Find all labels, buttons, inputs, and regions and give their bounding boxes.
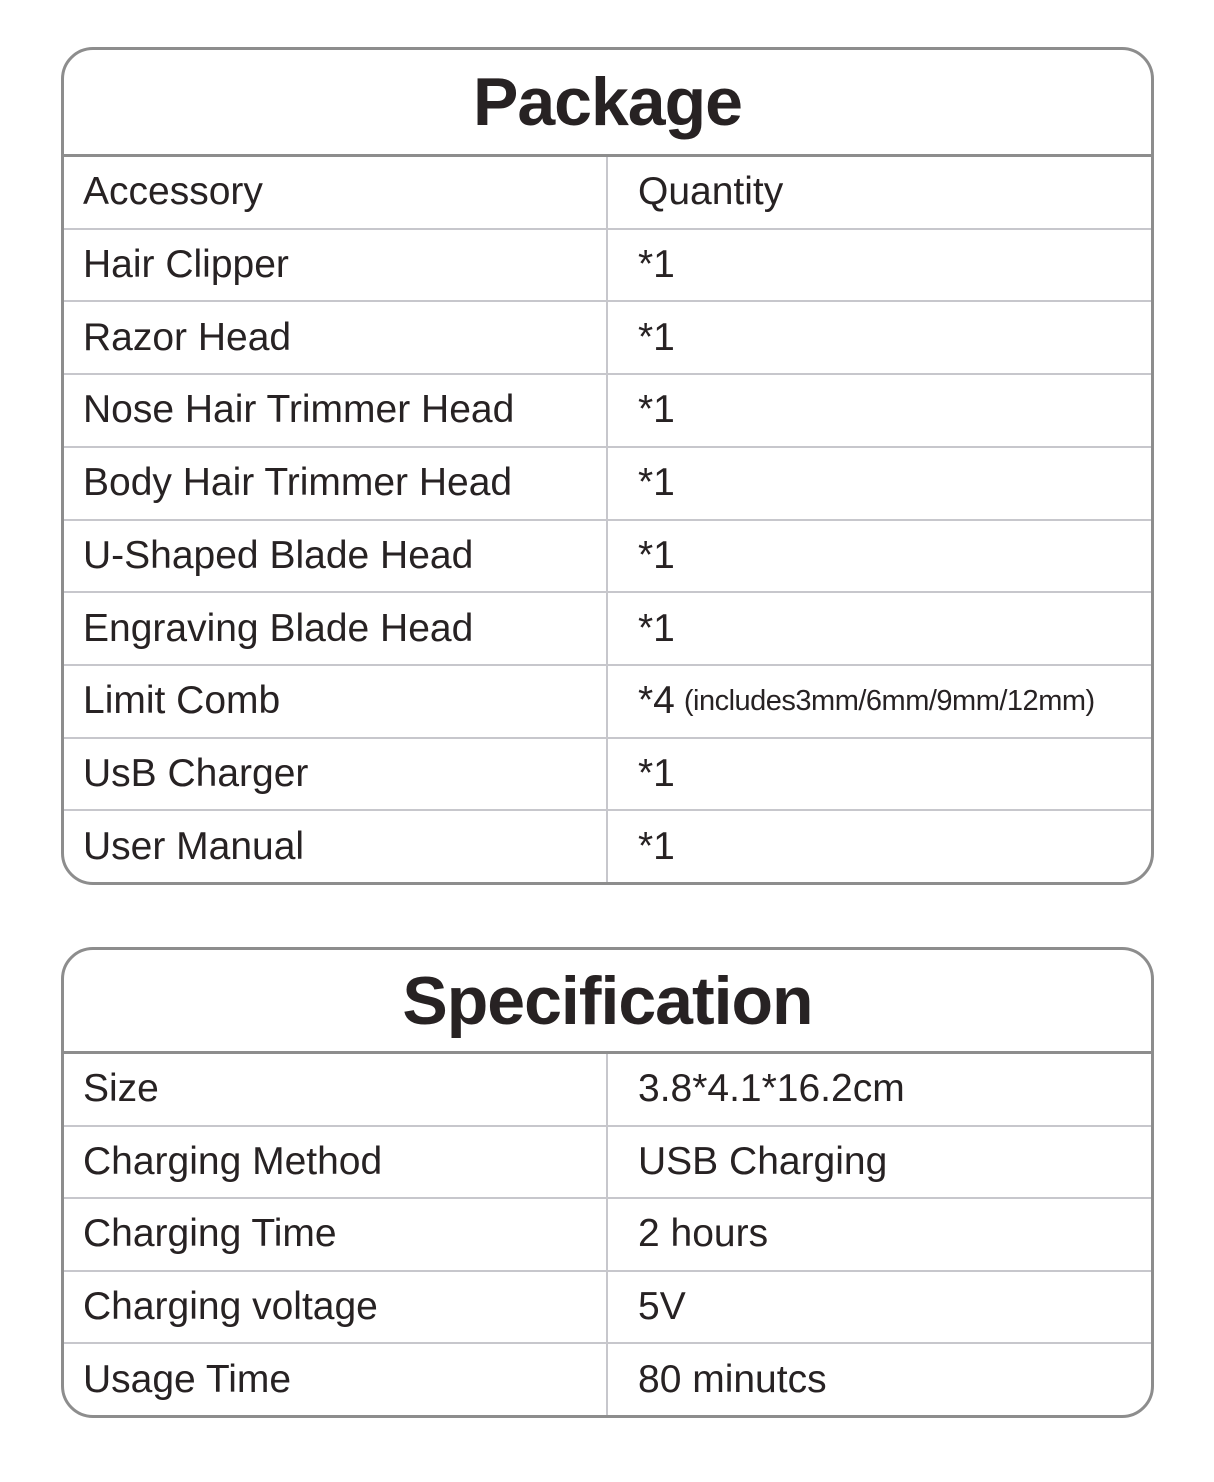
spec-value-cell: 80 minutcs <box>638 1357 827 1401</box>
spec-value-cell: USB Charging <box>638 1139 888 1183</box>
accessory-cell: Hair Clipper <box>64 230 608 301</box>
table-row <box>64 737 1151 810</box>
quantity-value: *1 <box>638 751 675 795</box>
quantity-cell <box>608 448 1151 519</box>
table-row <box>64 300 1151 373</box>
spec-label-cell: Charging voltage <box>64 1272 608 1343</box>
quantity-value: *1 <box>638 606 675 650</box>
spec-label-cell: Charging Method <box>64 1127 608 1198</box>
package-table <box>61 47 1154 885</box>
spec-label-cell: Charging Time <box>64 1199 608 1270</box>
specification-table <box>61 947 1154 1418</box>
spec-label-cell: Usage Time <box>64 1344 608 1415</box>
specification-title: Specification <box>64 950 1151 1054</box>
table-row <box>64 1342 1151 1415</box>
accessory-header: Accessory <box>64 157 608 228</box>
accessory-cell: Engraving Blade Head <box>64 593 608 664</box>
quantity-value: *1 <box>638 533 675 577</box>
spec-label-cell: Size <box>64 1054 608 1125</box>
table-row <box>64 1054 1151 1125</box>
table-row <box>64 228 1151 301</box>
table-row <box>64 1125 1151 1198</box>
accessory-cell: User Manual <box>64 811 608 882</box>
quantity-cell <box>608 302 1151 373</box>
table-row <box>64 446 1151 519</box>
quantity-cell <box>608 739 1151 810</box>
package-title: Package <box>64 50 1151 157</box>
quantity-value: *1 <box>638 315 675 359</box>
spec-value-cell: 3.8*4.1*16.2cm <box>638 1067 905 1111</box>
table-row <box>64 373 1151 446</box>
quantity-cell <box>608 666 1151 737</box>
table-row <box>64 1270 1151 1343</box>
quantity-value: *1 <box>638 243 675 287</box>
spec-value-cell: 5V <box>638 1285 686 1329</box>
table-row <box>64 1197 1151 1270</box>
accessory-cell: Body Hair Trimmer Head <box>64 448 608 519</box>
quantity-cell <box>608 521 1151 592</box>
package-header-row <box>64 157 1151 228</box>
quantity-value: *1 <box>638 461 675 505</box>
specification-rows <box>64 1054 1151 1415</box>
package-rows <box>64 157 1151 882</box>
quantity-value: *1 <box>638 388 675 432</box>
table-row <box>64 664 1151 737</box>
quantity-cell <box>608 811 1151 882</box>
accessory-cell: Razor Head <box>64 302 608 373</box>
accessory-cell: UsB Charger <box>64 739 608 810</box>
quantity-value: *1 <box>638 824 675 868</box>
quantity-note: (includes3mm/6mm/9mm/12mm) <box>683 684 1095 717</box>
spec-value-cell: 2 hours <box>638 1212 769 1256</box>
table-row <box>64 591 1151 664</box>
table-row <box>64 809 1151 882</box>
accessory-cell: Limit Comb <box>64 666 608 737</box>
table-row <box>64 519 1151 592</box>
accessory-cell: U-Shaped Blade Head <box>64 521 608 592</box>
quantity-cell <box>608 230 1151 301</box>
quantity-header: Quantity <box>638 170 784 214</box>
quantity-cell <box>608 375 1151 446</box>
accessory-cell: Nose Hair Trimmer Head <box>64 375 608 446</box>
quantity-cell <box>608 593 1151 664</box>
quantity-value: *4 <box>638 679 675 723</box>
